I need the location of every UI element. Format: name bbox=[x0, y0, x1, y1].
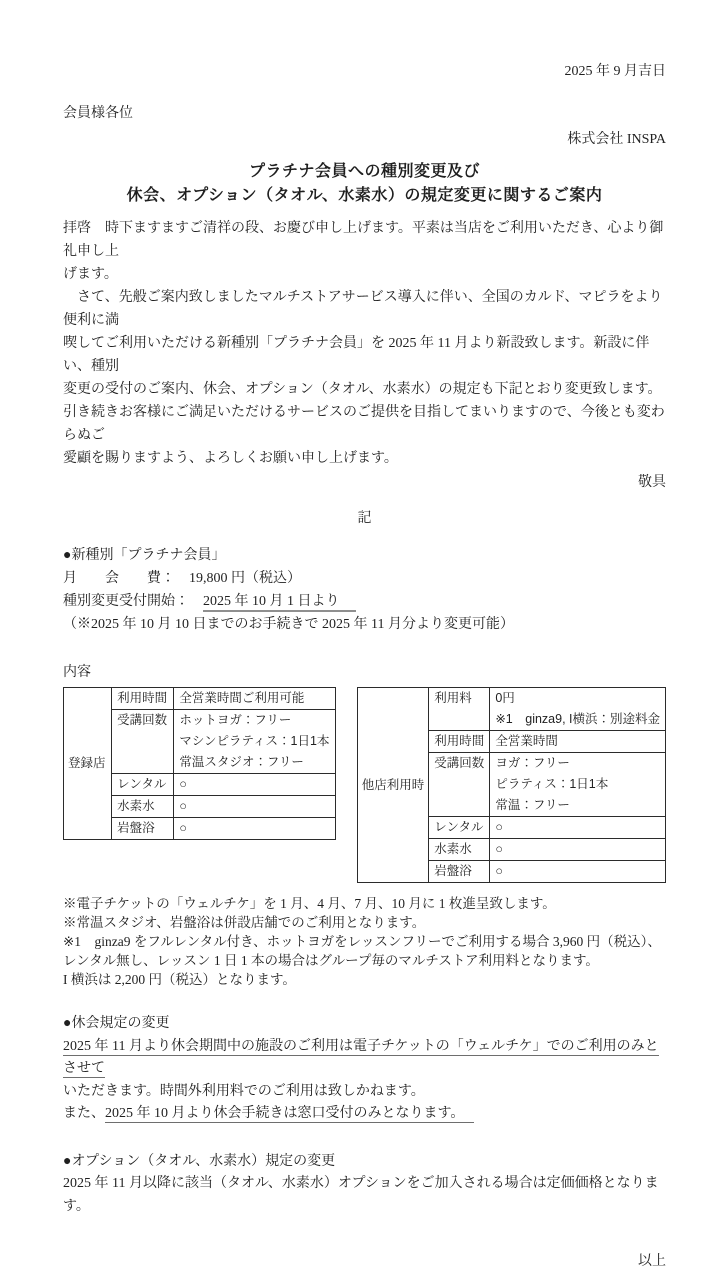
other-store-table bbox=[357, 687, 666, 883]
value-line: ホットヨガ：フリー bbox=[179, 713, 292, 727]
row-label-cell: 利用時間 bbox=[429, 731, 490, 753]
other-store-header-cell: 他店利用時 bbox=[357, 688, 429, 883]
value-line: 0円 bbox=[495, 691, 515, 705]
row-value-cell: ○ bbox=[174, 774, 335, 796]
section-heading-suspension: ●休会規定の変更 bbox=[63, 1016, 170, 1031]
row-value-cell: ○ bbox=[174, 796, 335, 818]
row-label-cell: 水素水 bbox=[429, 839, 490, 861]
document-title bbox=[63, 160, 666, 208]
body-line: さて、先般ご案内致しましたマルチストアサービス導入に伴い、全国のカルド、マピラをより便利に満 bbox=[63, 290, 663, 328]
value-line: 常温：フリー bbox=[495, 798, 570, 812]
value-line: ヨガ：フリー bbox=[495, 756, 570, 770]
suspension-line-3 bbox=[63, 1103, 666, 1126]
body-line: 愛顧を賜りますよう、よろしくお願い申し上げます。 bbox=[63, 451, 398, 466]
body-line: 拝啓 時下ますますご清祥の段、お慶び申し上げます。平素は当店をご利用いただき、心より御礼申し上 bbox=[63, 221, 664, 259]
value-line: ※1 ginza9, I横浜：別途料金 bbox=[495, 712, 660, 726]
suspension-line-3-prefix: また、 bbox=[63, 1106, 105, 1121]
footnote-line: I 横浜は 2,200 円（税込）となります。 bbox=[63, 972, 296, 987]
row-label-cell: 岩盤浴 bbox=[112, 818, 174, 840]
suspension-line-1 bbox=[63, 1036, 666, 1081]
row-label-cell: 受講回数 bbox=[429, 753, 490, 817]
row-label-cell: 岩盤浴 bbox=[429, 861, 490, 883]
footnote-line: レンタル無し、レッスン 1 日 1 本の場合はグループ毎のマルチストア利用料となります。 bbox=[63, 953, 599, 968]
table-row bbox=[64, 688, 336, 710]
value-line: ピラティス：1日1本 bbox=[495, 777, 609, 791]
option-rules-section bbox=[63, 1151, 666, 1219]
monthly-fee-label: 月 会 費： bbox=[63, 571, 175, 586]
change-start-line bbox=[63, 590, 666, 613]
footnotes-block bbox=[63, 894, 666, 989]
title-line-1: プラチナ会員への種別変更及び bbox=[248, 163, 480, 180]
row-value-cell: ○ bbox=[490, 861, 666, 883]
row-value-cell: ○ bbox=[490, 839, 666, 861]
body-line: 引き続きお客様にご満足いただけるサービスのご提供を目指してまいりますので、今後とも変わらぬご bbox=[63, 405, 665, 443]
greeting-paragraph bbox=[63, 217, 666, 470]
suspension-underlined-1: 2025 年 11 月より休会期間中の施設のご利用は電子チケットの「ウェルチケ」でのご利用のみとさせて bbox=[63, 1038, 659, 1076]
registered-store-table bbox=[63, 687, 336, 840]
row-label-cell: レンタル bbox=[112, 774, 174, 796]
body-line: 変更の受付のご案内、休会、オプション（タオル、水素水）の規定も下記とおり変更致します。 bbox=[63, 382, 662, 397]
row-label-cell: 利用料 bbox=[429, 688, 490, 731]
body-line: げます。 bbox=[63, 267, 118, 282]
plan-tables bbox=[63, 687, 666, 883]
document-date: 2025 年 9 月吉日 bbox=[564, 64, 666, 79]
change-start-label: 種別変更受付開始： bbox=[63, 594, 189, 609]
footnote-line: ※常温スタジオ、岩盤浴は併設店舗でのご利用となります。 bbox=[63, 915, 426, 930]
value-line: マシンピラティス：1日1本 bbox=[179, 734, 330, 748]
row-value-cell bbox=[490, 753, 666, 817]
row-label-cell: 水素水 bbox=[112, 796, 174, 818]
record-marker-ki: 記 bbox=[357, 511, 372, 526]
row-label-cell: 受講回数 bbox=[112, 710, 174, 774]
row-value-cell: ○ bbox=[490, 817, 666, 839]
table-row bbox=[357, 688, 665, 731]
suspension-rules-section bbox=[63, 1013, 666, 1126]
title-line-2: 休会、オプション（タオル、水素水）の規定変更に関するご案内 bbox=[126, 187, 603, 204]
new-membership-section bbox=[63, 544, 666, 683]
registered-store-header-cell: 登録店 bbox=[64, 688, 112, 840]
suspension-underlined-2: 2025 年 10 月より休会手続きは窓口受付のみとなります。 bbox=[105, 1106, 474, 1123]
monthly-fee-line bbox=[63, 567, 666, 590]
change-start-value: 2025 年 10 月 1 日より bbox=[203, 594, 356, 612]
sender-company: 株式会社 INSPA bbox=[567, 132, 666, 147]
option-body-line: 2025 年 11 月以降に該当（タオル、水素水）オプションをご加入される場合は定価価格となります。 bbox=[63, 1176, 659, 1214]
content-label: 内容 bbox=[63, 665, 91, 680]
change-start-note: （※2025 年 10 月 10 日までのお手続きで 2025 年 11 月分より変更可能） bbox=[63, 617, 514, 632]
recipient-line: 会員様各位 bbox=[63, 106, 133, 121]
footnote-line: ※1 ginza9 をフルレンタル付き、ホットヨガをレッスンフリーでご利用する場合 3,960 円（税込）、 bbox=[63, 934, 661, 949]
monthly-fee-value: 19,800 円（税込） bbox=[189, 571, 301, 586]
row-label-cell: レンタル bbox=[429, 817, 490, 839]
row-value-cell bbox=[174, 710, 335, 774]
value-line: 常温スタジオ：フリー bbox=[179, 755, 304, 769]
section-heading-platinum: ●新種別「プラチナ会員」 bbox=[63, 548, 226, 563]
closing-keigu: 敬具 bbox=[638, 475, 666, 490]
row-value-cell: 全営業時間ご利用可能 bbox=[174, 688, 335, 710]
suspension-line-2: いただきます。時間外利用料でのご利用は致しかねます。 bbox=[63, 1083, 425, 1099]
closing-ijou: 以上 bbox=[638, 1254, 666, 1269]
row-value-cell bbox=[490, 688, 666, 731]
row-label-cell: 利用時間 bbox=[112, 688, 174, 710]
body-line: 喫してご利用いただける新種別「プラチナ会員」を 2025 年 11 月より新設致します。新設に伴い、種別 bbox=[63, 336, 650, 374]
footnote-line: ※電子チケットの「ウェルチケ」を 1 月、4 月、7 月、10 月に 1 枚進呈致します。 bbox=[63, 896, 556, 911]
row-value-cell: 全営業時間 bbox=[490, 731, 666, 753]
section-heading-option: ●オプション（タオル、水素水）規定の変更 bbox=[63, 1153, 336, 1169]
row-value-cell: ○ bbox=[174, 818, 335, 840]
